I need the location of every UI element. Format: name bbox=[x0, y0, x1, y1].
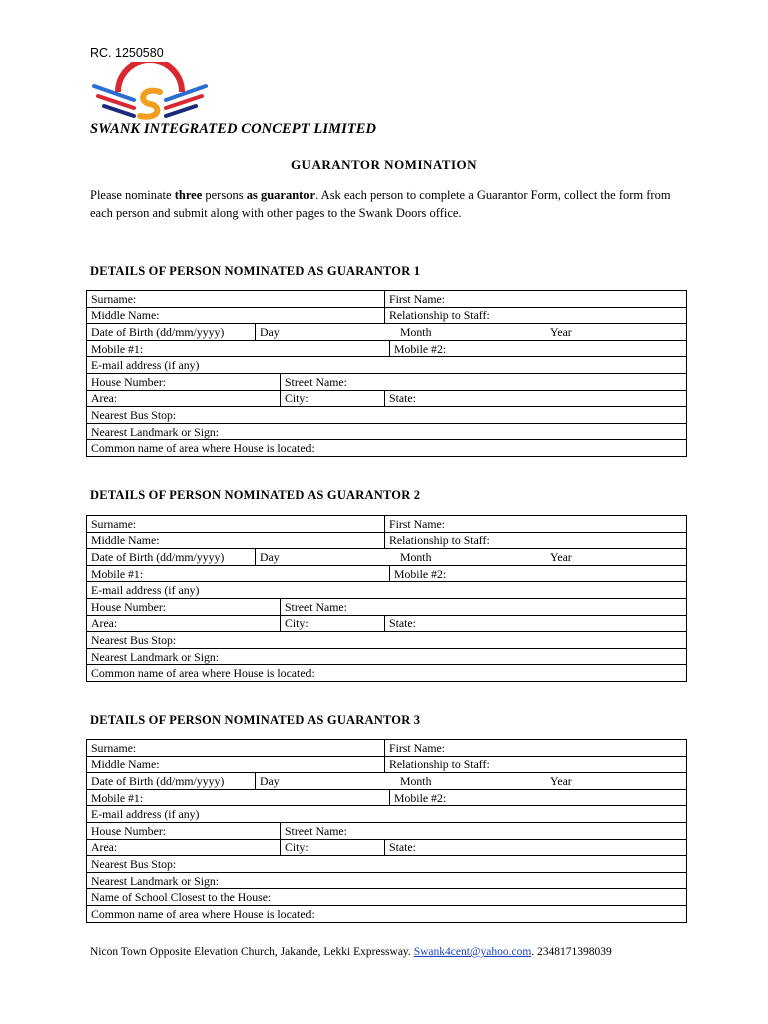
street-name-field[interactable]: Street Name: bbox=[281, 373, 687, 390]
middle-name-field[interactable]: Middle Name: bbox=[87, 756, 385, 773]
form-row bbox=[87, 773, 687, 790]
form-row bbox=[87, 665, 687, 682]
city-field[interactable]: City: bbox=[281, 390, 385, 407]
form-row bbox=[87, 565, 687, 582]
state-field[interactable]: State: bbox=[385, 615, 687, 632]
form-row bbox=[87, 307, 687, 324]
form-row bbox=[87, 549, 687, 566]
form-row bbox=[87, 582, 687, 599]
form-row bbox=[87, 740, 687, 757]
guarantor-2-form bbox=[86, 515, 687, 682]
area-field[interactable]: Area: bbox=[87, 390, 281, 407]
area-field[interactable]: Area: bbox=[87, 615, 281, 632]
form-row bbox=[87, 324, 687, 341]
guarantor-1-heading: DETAILS OF PERSON NOMINATED AS GUARANTOR 1 bbox=[90, 264, 421, 278]
form-row bbox=[87, 632, 687, 649]
form-row bbox=[87, 839, 687, 856]
mobile-2-field[interactable]: Mobile #2: bbox=[390, 789, 687, 806]
dob-field[interactable]: Day Month Year bbox=[256, 773, 687, 790]
form-row bbox=[87, 648, 687, 665]
area-field[interactable]: Area: bbox=[87, 839, 281, 856]
bus-stop-field[interactable]: Nearest Bus Stop: bbox=[87, 407, 687, 424]
mobile-1-field[interactable]: Mobile #1: bbox=[87, 340, 390, 357]
relationship-field[interactable]: Relationship to Staff: bbox=[385, 756, 687, 773]
email-field[interactable]: E-mail address (if any) bbox=[87, 357, 687, 374]
footer bbox=[90, 946, 612, 958]
form-row bbox=[87, 822, 687, 839]
form-row bbox=[87, 905, 687, 922]
dob-field[interactable]: Day Month Year bbox=[256, 549, 687, 566]
form-row bbox=[87, 789, 687, 806]
surname-field[interactable]: Surname: bbox=[87, 740, 385, 757]
document-title: GUARANTOR NOMINATION bbox=[290, 157, 478, 172]
form-row bbox=[87, 889, 687, 906]
form-row bbox=[87, 532, 687, 549]
form-row bbox=[87, 598, 687, 615]
city-field[interactable]: City: bbox=[281, 615, 385, 632]
street-name-field[interactable]: Street Name: bbox=[281, 822, 687, 839]
surname-field[interactable]: Surname: bbox=[87, 291, 385, 308]
guarantor-3-form bbox=[86, 739, 687, 923]
intro-paragraph: Please nominate three persons as guarantor. Ask each person to complete a Guarantor Form, collect the form from each person and submit along with other pages to the Swank Doors office. bbox=[90, 188, 671, 220]
footer-email-link[interactable]: Swank4cent@yahoo.com bbox=[413, 946, 532, 958]
dob-label: Date of Birth (dd/mm/yyyy) bbox=[87, 324, 256, 341]
form-row bbox=[87, 423, 687, 440]
dob-label: Date of Birth (dd/mm/yyyy) bbox=[87, 549, 256, 566]
guarantor-3-heading: DETAILS OF PERSON NOMINATED AS GUARANTOR 3 bbox=[90, 713, 421, 727]
form-row bbox=[87, 872, 687, 889]
rc-number: RC. 1250580 bbox=[90, 46, 164, 60]
middle-name-field[interactable]: Middle Name: bbox=[87, 532, 385, 549]
form-row bbox=[87, 756, 687, 773]
mobile-1-field[interactable]: Mobile #1: bbox=[87, 789, 390, 806]
mobile-1-field[interactable]: Mobile #1: bbox=[87, 565, 390, 582]
form-row bbox=[87, 516, 687, 533]
form-row bbox=[87, 357, 687, 374]
form-row bbox=[87, 407, 687, 424]
first-name-field[interactable]: First Name: bbox=[385, 740, 687, 757]
mobile-2-field[interactable]: Mobile #2: bbox=[390, 565, 687, 582]
form-row bbox=[87, 806, 687, 823]
form-row bbox=[87, 856, 687, 873]
form-row bbox=[87, 340, 687, 357]
form-row bbox=[87, 291, 687, 308]
relationship-field[interactable]: Relationship to Staff: bbox=[385, 532, 687, 549]
guarantor-1-form bbox=[86, 290, 687, 457]
house-number-field[interactable]: House Number: bbox=[87, 373, 281, 390]
state-field[interactable]: State: bbox=[385, 390, 687, 407]
landmark-field[interactable]: Nearest Landmark or Sign: bbox=[87, 872, 687, 889]
relationship-field[interactable]: Relationship to Staff: bbox=[385, 307, 687, 324]
house-number-field[interactable]: House Number: bbox=[87, 598, 281, 615]
common-name-field[interactable]: Common name of area where House is located: bbox=[87, 665, 687, 682]
state-field[interactable]: State: bbox=[385, 839, 687, 856]
landmark-field[interactable]: Nearest Landmark or Sign: bbox=[87, 648, 687, 665]
city-field[interactable]: City: bbox=[281, 839, 385, 856]
footer-phone: . 2348171398039 bbox=[531, 946, 612, 958]
middle-name-field[interactable]: Middle Name: bbox=[87, 307, 385, 324]
first-name-field[interactable]: First Name: bbox=[385, 516, 687, 533]
common-name-field[interactable]: Common name of area where House is located: bbox=[87, 905, 687, 922]
footer-address: Nicon Town Opposite Elevation Church, Jakande, Lekki Expressway. bbox=[90, 946, 414, 958]
email-field[interactable]: E-mail address (if any) bbox=[87, 582, 687, 599]
bus-stop-field[interactable]: Nearest Bus Stop: bbox=[87, 856, 687, 873]
form-row bbox=[87, 615, 687, 632]
email-field[interactable]: E-mail address (if any) bbox=[87, 806, 687, 823]
guarantor-2-heading: DETAILS OF PERSON NOMINATED AS GUARANTOR 2 bbox=[90, 488, 421, 502]
house-number-field[interactable]: House Number: bbox=[87, 822, 281, 839]
mobile-2-field[interactable]: Mobile #2: bbox=[390, 340, 687, 357]
common-name-field[interactable]: Common name of area where House is located: bbox=[87, 440, 687, 457]
form-row bbox=[87, 373, 687, 390]
surname-field[interactable]: Surname: bbox=[87, 516, 385, 533]
logo-text: SWANK bbox=[131, 76, 169, 87]
form-row bbox=[87, 440, 687, 457]
landmark-field[interactable]: Nearest Landmark or Sign: bbox=[87, 423, 687, 440]
dob-label: Date of Birth (dd/mm/yyyy) bbox=[87, 773, 256, 790]
school-field[interactable]: Name of School Closest to the House: bbox=[87, 889, 687, 906]
bus-stop-field[interactable]: Nearest Bus Stop: bbox=[87, 632, 687, 649]
company-name: SWANK INTEGRATED CONCEPT LIMITED bbox=[90, 121, 377, 137]
dob-field[interactable]: Day Month Year bbox=[256, 324, 687, 341]
form-row bbox=[87, 390, 687, 407]
street-name-field[interactable]: Street Name: bbox=[281, 598, 687, 615]
swank-logo bbox=[90, 62, 210, 124]
first-name-field[interactable]: First Name: bbox=[385, 291, 687, 308]
